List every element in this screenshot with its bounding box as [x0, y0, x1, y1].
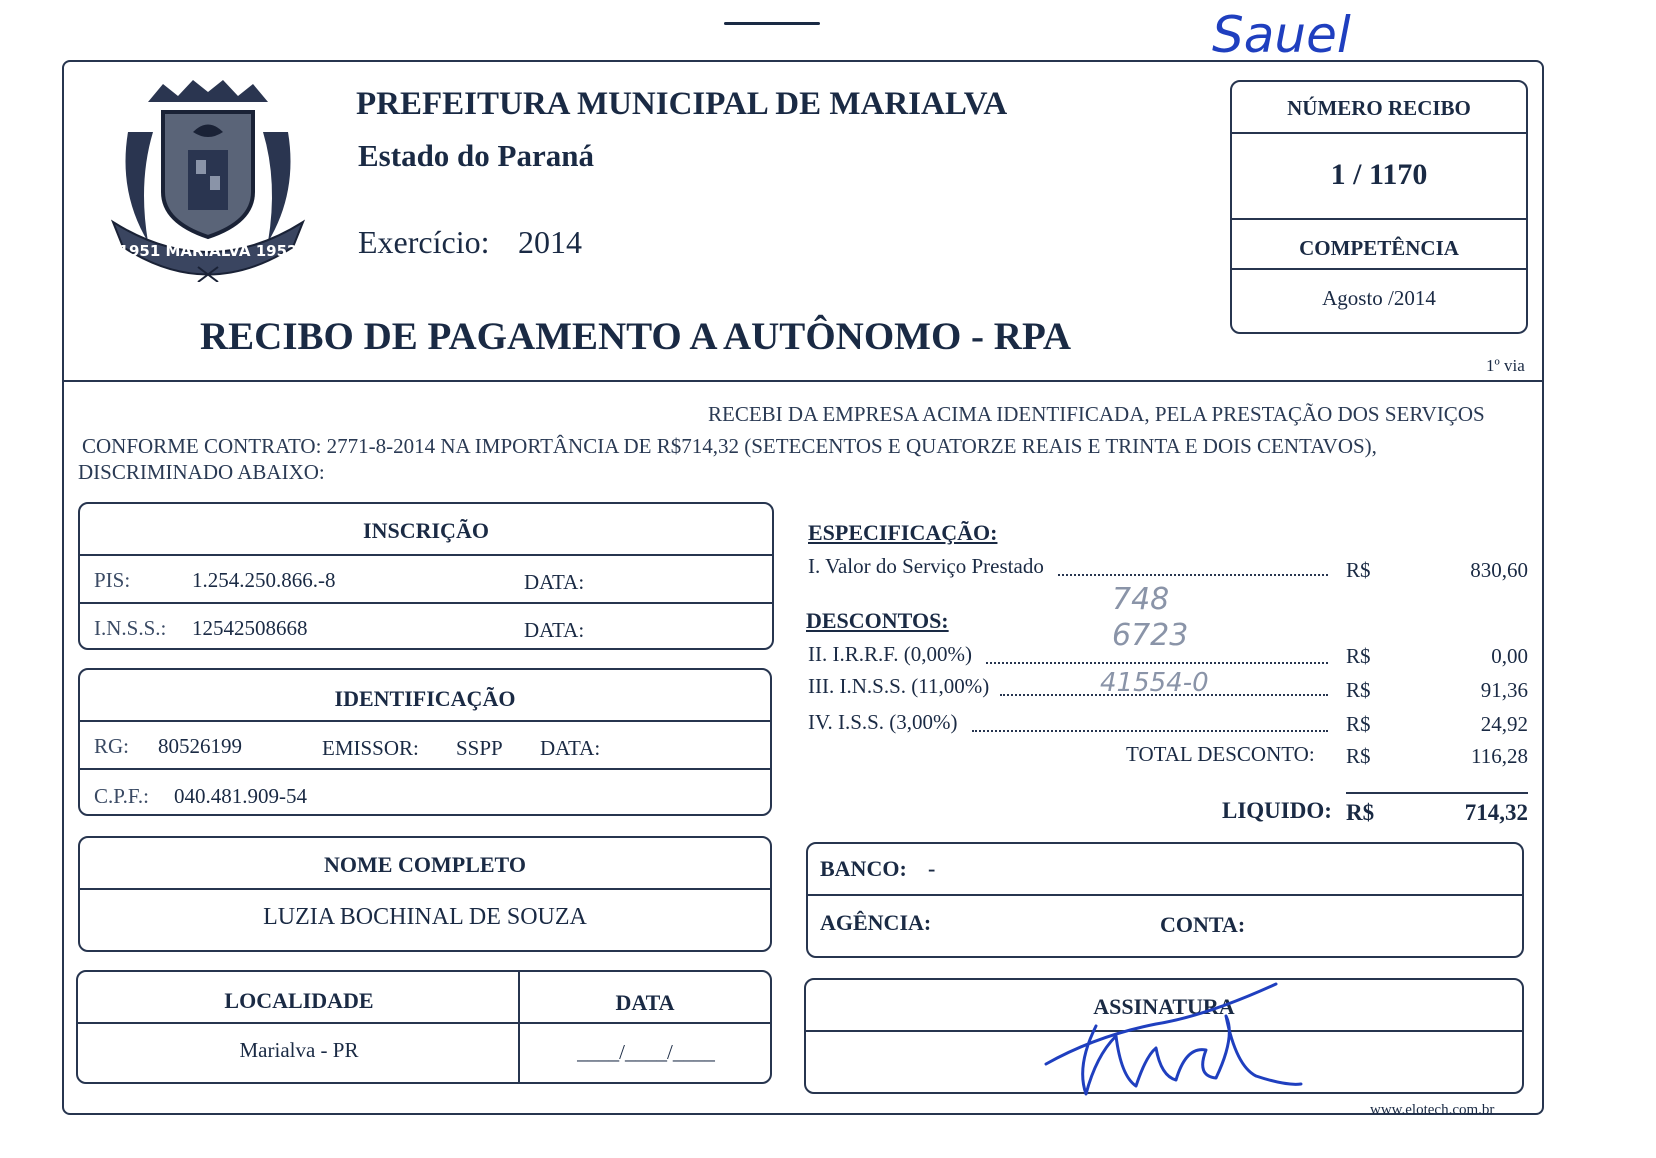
identificacao-box — [78, 668, 772, 816]
pis-label: PIS: — [94, 568, 131, 592]
divider — [80, 602, 772, 604]
inscricao-title: INSCRIÇÃO — [363, 518, 489, 543]
municipal-coat-of-arms — [108, 72, 308, 282]
service-value: 830,60 — [1470, 558, 1528, 582]
service-currency: R$ — [1346, 558, 1371, 582]
service-label: I. Valor do Serviço Prestado — [808, 554, 1044, 578]
statement-line-1: RECEBI DA EMPRESA ACIMA IDENTIFICADA, PELA PRESTAÇÃO DOS SERVIÇOS — [708, 402, 1485, 426]
receipt-number-label: NÚMERO RECIBO — [1287, 96, 1471, 120]
divider — [808, 894, 1522, 896]
data-blank: ____/____/____ — [577, 1040, 715, 1064]
cpf-label: C.P.F.: — [94, 784, 149, 808]
statement-line-2: CONFORME CONTRATO: 2771-8-2014 NA IMPORTÂNCIA DE R$714,32 (SETECENTOS E QUATORZE REAIS E TRINTA E DOIS CENTAVOS), — [82, 434, 1377, 458]
total-discount-currency: R$ — [1346, 744, 1371, 768]
pis-value: 1.254.250.866.-8 — [192, 568, 336, 592]
bank-label: BANCO: — [820, 856, 907, 881]
localidade-box — [76, 970, 772, 1084]
cpf-value: 040.481.909-54 — [174, 784, 307, 808]
irrf-currency: R$ — [1346, 644, 1371, 668]
header-divider — [62, 380, 1544, 382]
inscricao-box — [78, 502, 774, 650]
liquido-label: LIQUIDO: — [1222, 798, 1332, 823]
svg-text:1951 MARIALVA 1952: 1951 MARIALVA 1952 — [118, 242, 298, 260]
statement-line-3: DISCRIMINADO ABAIXO: — [78, 460, 325, 484]
iss-label: IV. I.S.S. (3,00%) — [808, 710, 958, 734]
pencil-note-2: 6723 — [1112, 618, 1189, 653]
pis-date-label: DATA: — [524, 570, 585, 594]
inss-label: I.N.S.S.: — [94, 616, 167, 640]
divider — [1232, 218, 1526, 220]
document-title: RECIBO DE PAGAMENTO A AUTÔNOMO - RPA — [200, 315, 1072, 358]
divider — [80, 720, 770, 722]
inss-value: 12542508668 — [192, 616, 308, 640]
irrf-label: II. I.R.R.F. (0,00%) — [808, 642, 972, 666]
competence-value: Agosto /2014 — [1322, 286, 1436, 310]
municipality-name: PREFEITURA MUNICIPAL DE MARIALVA — [356, 86, 1008, 122]
data-title: DATA — [615, 990, 675, 1015]
column-divider — [518, 972, 520, 1082]
state-name: Estado do Paraná — [358, 138, 594, 173]
divider — [80, 768, 770, 770]
especificacao-title: ESPECIFICAÇÃO: — [808, 520, 998, 545]
leader-dots — [972, 730, 1328, 732]
website: www.elotech.com.br — [1370, 1102, 1495, 1118]
localidade-value: Marialva - PR — [239, 1038, 359, 1062]
inss-discount-currency: R$ — [1346, 678, 1371, 702]
rg-label: RG: — [94, 734, 130, 758]
nome-box — [78, 836, 772, 952]
identificacao-title: IDENTIFICAÇÃO — [334, 686, 516, 711]
localidade-title: LOCALIDADE — [224, 988, 374, 1013]
total-underline — [1346, 792, 1528, 794]
signature-scribble — [1036, 976, 1316, 1106]
divider — [80, 888, 770, 890]
irrf-value: 0,00 — [1491, 644, 1528, 668]
divider — [1232, 132, 1526, 134]
descontos-title: DESCONTOS: — [806, 608, 949, 633]
divider — [1232, 268, 1526, 270]
identificacao-date-label: DATA: — [540, 736, 601, 760]
iss-value: 24,92 — [1480, 712, 1528, 736]
receipt-number-box — [1230, 80, 1528, 334]
liquido-currency: R$ — [1346, 800, 1375, 825]
rg-value: 80526199 — [158, 734, 242, 758]
leader-dots — [1058, 574, 1328, 576]
bank-value: - — [928, 856, 936, 881]
pencil-note-1: 748 — [1112, 582, 1170, 617]
inss-discount-value: 91,36 — [1480, 678, 1528, 702]
handwritten-note: Sauel — [1212, 6, 1351, 64]
competence-label: COMPETÊNCIA — [1299, 236, 1459, 260]
divider — [80, 554, 772, 556]
liquido-value: 714,32 — [1464, 800, 1528, 825]
exercise-year: 2014 — [518, 224, 582, 260]
receipt-number: 1 / 1170 — [1330, 158, 1428, 191]
exercise-label: Exercício: — [358, 224, 490, 260]
pencil-note-3: 41554-0 — [1100, 668, 1209, 698]
via-label: 1º via — [1486, 356, 1525, 375]
nome-value: LUZIA BOCHINAL DE SOUZA — [263, 904, 587, 930]
emissor-label: EMISSOR: — [322, 736, 419, 760]
account-label: CONTA: — [1160, 912, 1246, 937]
iss-currency: R$ — [1346, 712, 1371, 736]
total-discount-label: TOTAL DESCONTO: — [1126, 742, 1315, 766]
nome-title: NOME COMPLETO — [324, 852, 526, 877]
leader-dots — [986, 662, 1328, 664]
inss-date-label: DATA: — [524, 618, 585, 642]
total-discount-value: 116,28 — [1471, 744, 1528, 768]
divider — [78, 1022, 770, 1024]
assinatura-title: ASSINATURA — [1093, 994, 1235, 1019]
banco-box — [806, 842, 1524, 958]
agency-label: AGÊNCIA: — [820, 910, 932, 935]
scan-mark — [724, 22, 820, 25]
emissor-value: SSPP — [456, 736, 503, 760]
inss-discount-label: III. I.N.S.S. (11,00%) — [808, 674, 990, 698]
